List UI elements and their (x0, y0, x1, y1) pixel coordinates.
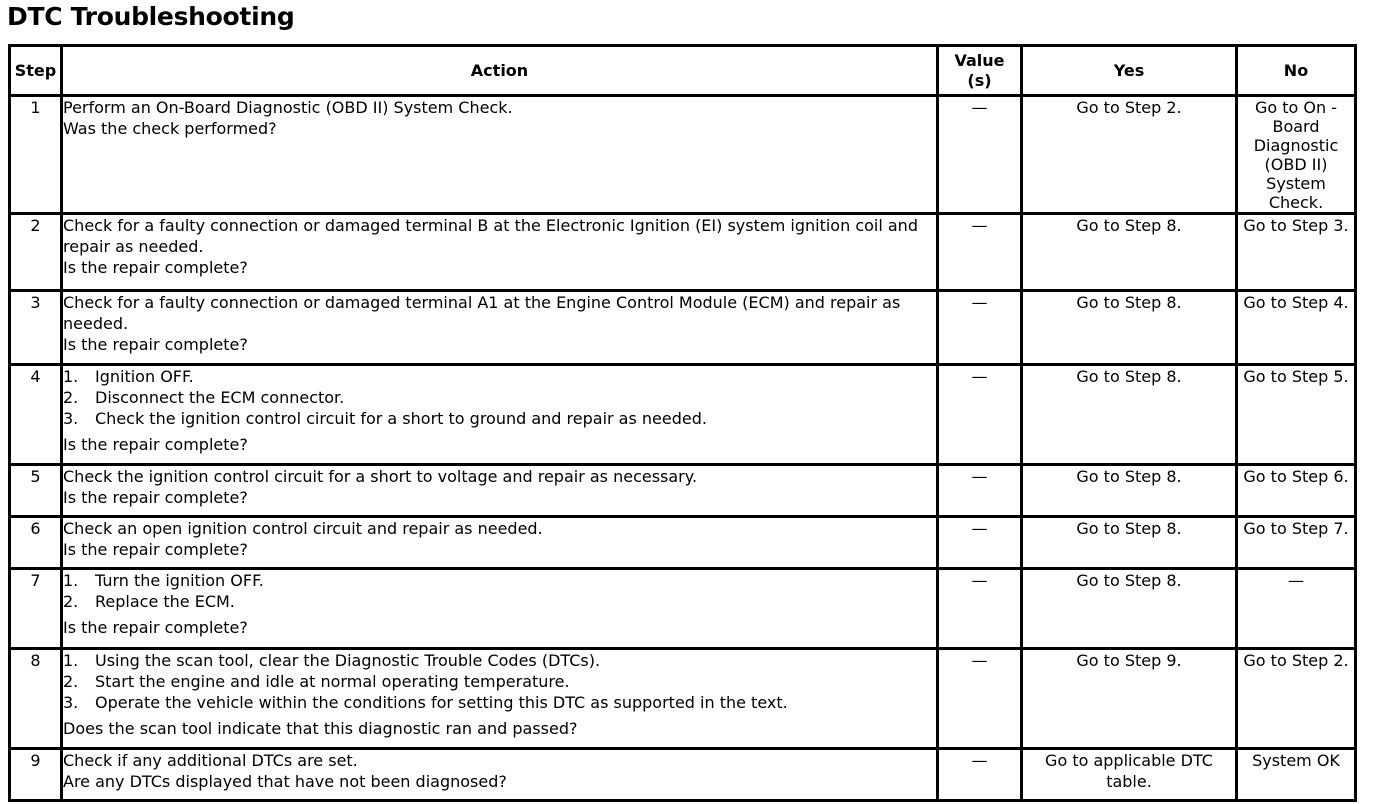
list-item (63, 408, 936, 429)
value-cell: — (938, 291, 1022, 365)
action-question: Is the repair complete? (63, 618, 248, 637)
value-cell: — (938, 96, 1022, 214)
list-item (63, 591, 936, 612)
list-item-text: Operate the vehicle within the conditions for setting this DTC as supported in the text. (95, 693, 788, 712)
action-question: Is the repair complete? (63, 258, 248, 277)
no-cell: Go to On -Board Diagnostic (OBD II) System Check. (1237, 96, 1356, 214)
step-number: 4 (10, 365, 62, 465)
table-row (10, 214, 1356, 291)
header-step: Step (10, 46, 62, 96)
yes-cell: Go to Step 9. (1022, 649, 1237, 749)
yes-cell: Go to Step 8. (1022, 214, 1237, 291)
header-value: Value (s) (938, 46, 1022, 96)
no-cell: Go to Step 2. (1237, 649, 1356, 749)
action-question: Is the repair complete? (63, 335, 248, 354)
header-yes: Yes (1022, 46, 1237, 96)
action-cell (62, 649, 938, 749)
list-item-number: 2. (63, 672, 79, 691)
step-number: 9 (10, 749, 62, 801)
procedure-list (63, 650, 936, 713)
table-row (10, 465, 1356, 517)
list-item-text: Ignition OFF. (95, 367, 194, 386)
action-cell (62, 291, 938, 365)
value-cell: — (938, 569, 1022, 649)
step-number: 1 (10, 96, 62, 214)
header-action: Action (62, 46, 938, 96)
yes-cell: Go to Step 2. (1022, 96, 1237, 214)
value-cell: — (938, 649, 1022, 749)
list-item-number: 1. (63, 571, 79, 590)
list-item-text: Turn the ignition OFF. (95, 571, 264, 590)
action-text: Check the ignition control circuit for a short to voltage and repair as necessary. (63, 467, 698, 486)
step-number: 6 (10, 517, 62, 569)
page-title: DTC Troubleshooting (7, 2, 295, 31)
list-item-text: Check the ignition control circuit for a short to ground and repair as needed. (95, 409, 707, 428)
action-cell (62, 365, 938, 465)
header-no: No (1237, 46, 1356, 96)
no-cell: Go to Step 3. (1237, 214, 1356, 291)
list-item (63, 387, 936, 408)
table-row (10, 569, 1356, 649)
yes-cell: Go to Step 8. (1022, 291, 1237, 365)
table-row (10, 517, 1356, 569)
list-item (63, 366, 936, 387)
procedure-list (63, 570, 936, 612)
action-question: Is the repair complete? (63, 540, 248, 559)
step-number: 2 (10, 214, 62, 291)
list-item-text: Start the engine and idle at normal operating temperature. (95, 672, 570, 691)
action-text: Check for a faulty connection or damaged terminal B at the Electronic Ignition (EI) system ignition coil and repair as needed. (63, 216, 924, 256)
action-question: Are any DTCs displayed that have not been diagnosed? (63, 772, 507, 791)
list-item-number: 1. (63, 651, 79, 670)
no-cell: System OK (1237, 749, 1356, 801)
no-cell: Go to Step 7. (1237, 517, 1356, 569)
value-cell: — (938, 517, 1022, 569)
list-item-text: Disconnect the ECM connector. (95, 388, 345, 407)
action-text: Perform an On-Board Diagnostic (OBD II) System Check. (63, 98, 513, 117)
action-cell (62, 749, 938, 801)
list-item (63, 650, 936, 671)
table-row (10, 749, 1356, 801)
step-number: 7 (10, 569, 62, 649)
action-text: Check for a faulty connection or damaged terminal A1 at the Engine Control Module (ECM) and repair as needed. (63, 293, 906, 333)
dtc-table (8, 44, 1357, 802)
list-item-number: 3. (63, 409, 79, 428)
action-text: Check if any additional DTCs are set. (63, 751, 358, 770)
value-cell: — (938, 365, 1022, 465)
action-question: Does the scan tool indicate that this diagnostic ran and passed? (63, 719, 578, 738)
table-row (10, 365, 1356, 465)
list-item-number: 1. (63, 367, 79, 386)
no-cell: Go to Step 4. (1237, 291, 1356, 365)
no-cell: — (1237, 569, 1356, 649)
list-item (63, 671, 936, 692)
value-cell: — (938, 465, 1022, 517)
list-item-number: 2. (63, 592, 79, 611)
no-cell: Go to Step 5. (1237, 365, 1356, 465)
action-cell (62, 214, 938, 291)
yes-cell: Go to Step 8. (1022, 365, 1237, 465)
step-number: 3 (10, 291, 62, 365)
yes-cell: Go to applicable DTC table. (1022, 749, 1237, 801)
table-row (10, 291, 1356, 365)
yes-cell: Go to Step 8. (1022, 517, 1237, 569)
action-cell (62, 569, 938, 649)
yes-cell: Go to Step 8. (1022, 569, 1237, 649)
action-cell (62, 465, 938, 517)
yes-cell: Go to Step 8. (1022, 465, 1237, 517)
list-item-number: 3. (63, 693, 79, 712)
value-cell: — (938, 749, 1022, 801)
table-row (10, 96, 1356, 214)
value-cell: — (938, 214, 1022, 291)
list-item-number: 2. (63, 388, 79, 407)
table-row (10, 649, 1356, 749)
procedure-list (63, 366, 936, 429)
no-cell: Go to Step 6. (1237, 465, 1356, 517)
action-question: Was the check performed? (63, 119, 277, 138)
table-header-row (10, 46, 1356, 96)
list-item (63, 570, 936, 591)
action-question: Is the repair complete? (63, 435, 248, 454)
action-cell (62, 517, 938, 569)
action-text: Check an open ignition control circuit and repair as needed. (63, 519, 543, 538)
step-number: 8 (10, 649, 62, 749)
list-item (63, 692, 936, 713)
action-cell (62, 96, 938, 214)
list-item-text: Using the scan tool, clear the Diagnostic Trouble Codes (DTCs). (95, 651, 601, 670)
action-question: Is the repair complete? (63, 488, 248, 507)
step-number: 5 (10, 465, 62, 517)
list-item-text: Replace the ECM. (95, 592, 235, 611)
